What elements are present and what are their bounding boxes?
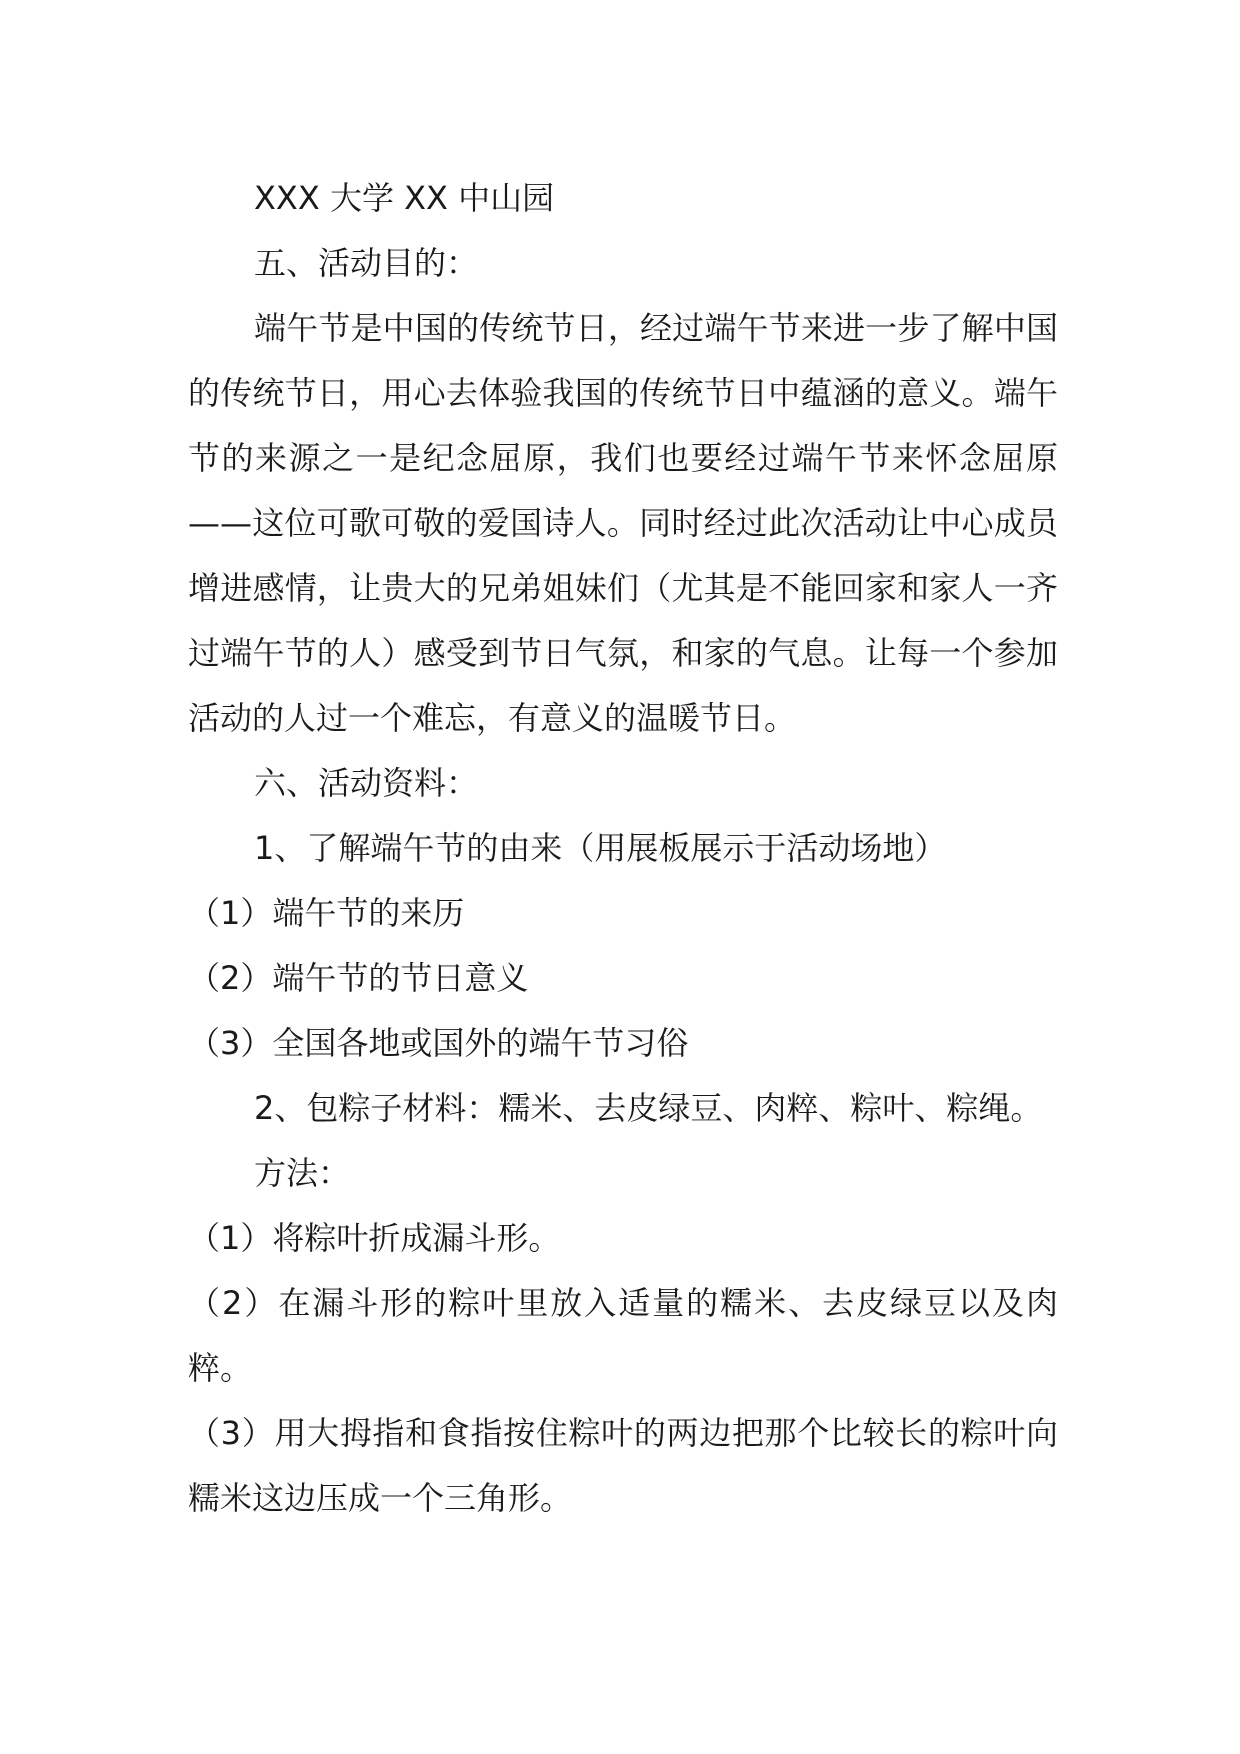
heading-activity-purpose: 五、活动目的： [254,244,479,282]
method-step-3: （3）用大拇指和食指按住粽叶的两边把那个比较长的粽叶向糯米这边压成一个三角形。 [188,1414,1058,1517]
paragraph-purpose-body: 端午节是中国的传统节日，经过端午节来进一步了解中国的传统节日，用心去体验我国的传统节日中蕴涵的意义。端午节的来源之一是纪念屈原，我们也要经过端午节来怀念屈原——这位可歌可敬的爱国诗人。同时经过此次活动让中心成员增进感情，让贵大的兄弟姐妹们（尤其是不能回家和家人一齐过端午节的人）感受到节日气氛，和家的气息。让每一个参加活动的人过一个难忘，有意义的温暖节日。 [188,309,1058,737]
item-zongzi-materials: 2、包粽子材料：糯米、去皮绿豆、肉粹、粽叶、粽绳。 [254,1089,1043,1127]
subitem-meaning: （2）端午节的节日意义 [188,959,529,997]
document-body [188,166,1058,1531]
method-step-2: （2）在漏斗形的粽叶里放入适量的糯米、去皮绿豆以及肉粹。 [188,1284,1058,1387]
heading-activity-content: 六、活动资料： [254,764,479,802]
subitem-customs: （3）全国各地或国外的端午节习俗 [188,1024,689,1062]
subitem-history: （1）端午节的来历 [188,894,465,932]
heading-method: 方法： [254,1154,351,1192]
item-origin-of-festival: 1、了解端午节的由来（用展板展示于活动场地） [254,829,947,867]
method-step-1: （1）将粽叶折成漏斗形。 [188,1219,561,1257]
paragraph-location: XXX 大学 XX 中山园 [254,179,555,217]
